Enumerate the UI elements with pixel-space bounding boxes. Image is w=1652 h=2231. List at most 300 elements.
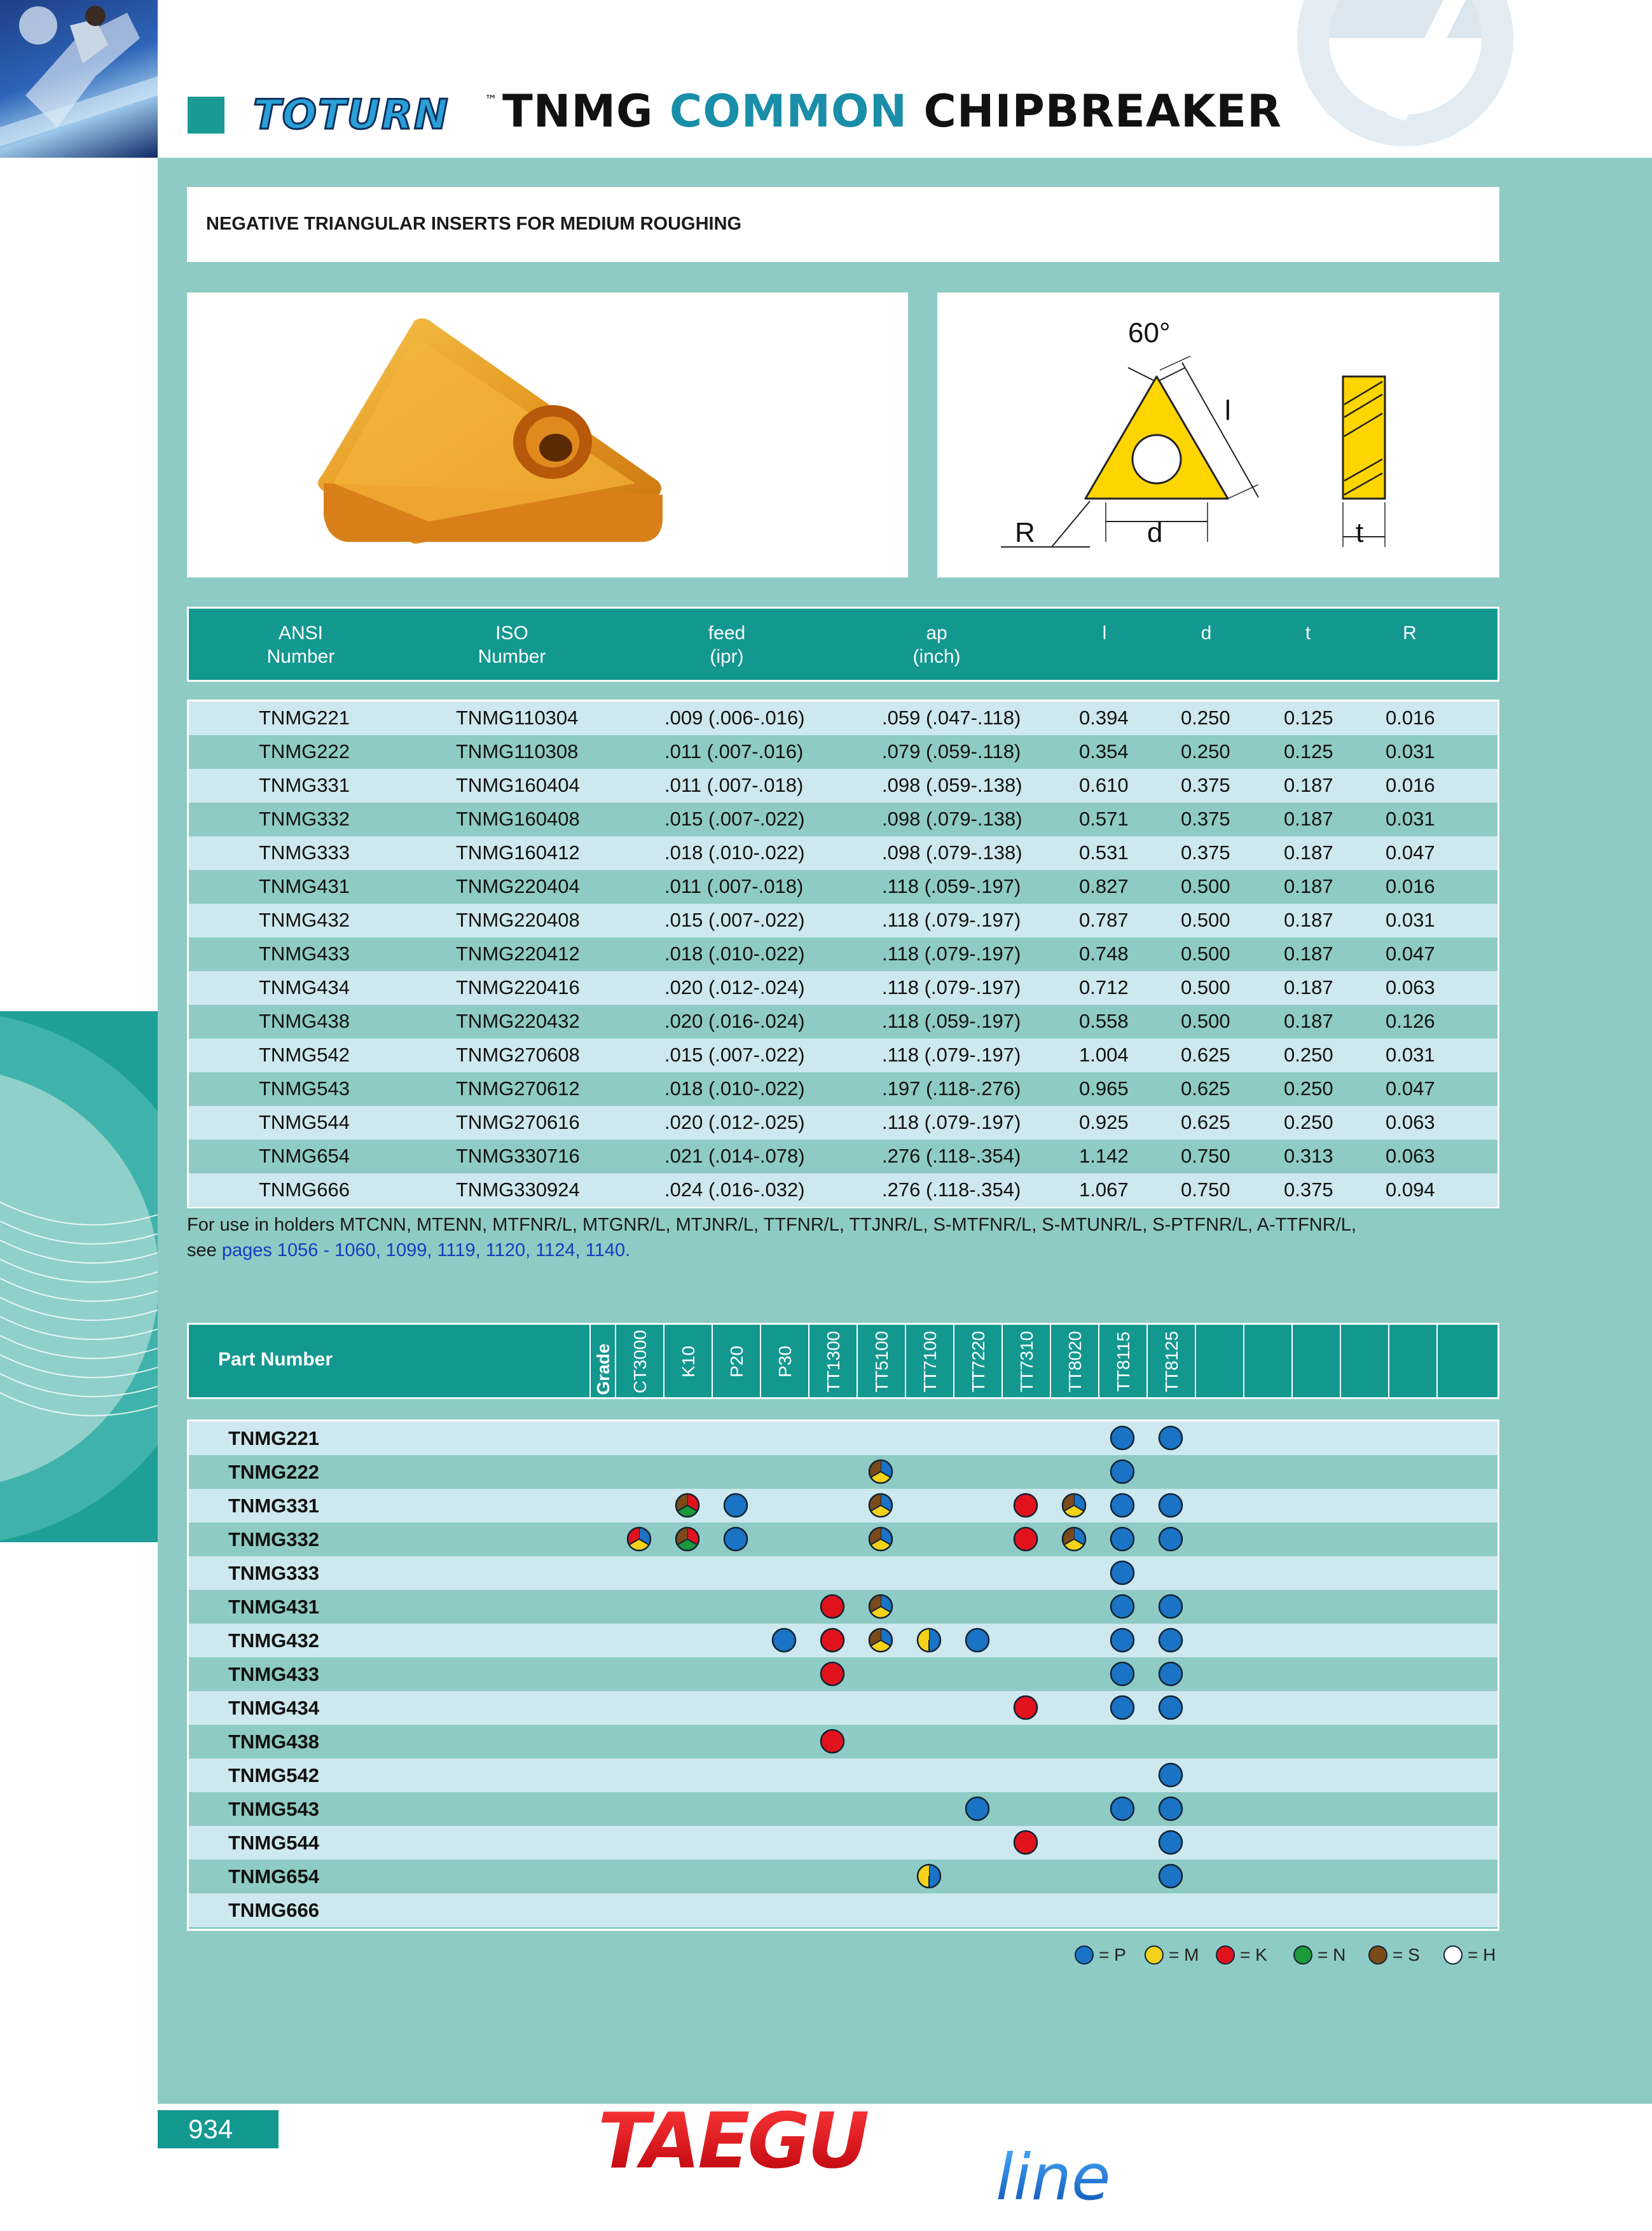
grade-availability-dot <box>1158 1594 1183 1619</box>
spec-table-cell: .059 (.047-.118) <box>882 707 1021 729</box>
spec-table-cell: TNMG332 <box>259 808 350 830</box>
grade-table-row <box>189 1691 1497 1725</box>
spec-table-cell: .020 (.012-.025) <box>664 1111 805 1133</box>
grade-availability-dot <box>1158 1762 1183 1788</box>
spec-table-cell: TNMG270608 <box>456 1044 580 1066</box>
grade-availability-dot <box>1013 1493 1038 1518</box>
page-title: TNMG COMMON CHIPBREAKER <box>502 85 1283 137</box>
grade-row-part-number: TNMG542 <box>228 1764 319 1786</box>
grade-row-part-number: TNMG431 <box>228 1596 319 1618</box>
grade-availability-dot <box>868 1526 893 1552</box>
subtitle: NEGATIVE TRIANGULAR INSERTS FOR MEDIUM ROUGHING <box>206 214 742 234</box>
grade-column-header <box>1388 1325 1438 1397</box>
spec-table-cell: .015 (.007-.022) <box>664 1044 805 1066</box>
grade-table-row <box>189 1758 1497 1792</box>
legend-item <box>1368 1945 1420 1965</box>
grade-availability-dot <box>1013 1526 1038 1552</box>
grade-availability-dot <box>820 1661 845 1687</box>
spec-table-cell: 0.063 <box>1386 1145 1435 1167</box>
spec-table-cell: 0.250 <box>1181 740 1230 763</box>
spec-table-cell: 0.827 <box>1079 875 1129 897</box>
spec-table-cell: .098 (.079-.138) <box>882 808 1022 830</box>
legend-label: = S <box>1393 1945 1420 1965</box>
spec-table-cell: TNMG333 <box>259 841 350 864</box>
dot-segment <box>918 1629 929 1652</box>
grade-column-header <box>953 1325 1003 1397</box>
spec-table-row <box>189 904 1497 937</box>
grade-availability-dot <box>1158 1627 1183 1653</box>
spec-table-cell: 1.067 <box>1079 1178 1129 1201</box>
spec-table-cell: 0.500 <box>1181 943 1230 965</box>
spec-header-line1: ISO <box>495 623 528 644</box>
svg-text:line: line <box>996 2140 1111 2207</box>
spec-table-cell: 0.531 <box>1079 841 1129 864</box>
grade-availability-dot <box>675 1493 700 1518</box>
dot-segment <box>929 1629 940 1652</box>
grade-row-part-number: TNMG432 <box>228 1629 319 1652</box>
spec-table-row <box>189 1072 1497 1106</box>
legend-dot <box>1075 1945 1094 1965</box>
spec-table-cell: 0.375 <box>1181 774 1230 796</box>
spec-table-cell: .011 (.007-.018) <box>664 875 804 897</box>
spec-table-cell: .011 (.007-.018) <box>664 774 804 796</box>
grade-table-row <box>189 1725 1497 1758</box>
grade-column-header <box>905 1325 954 1397</box>
grade-table-row <box>189 1489 1497 1523</box>
spec-table-cell: TNMG160412 <box>456 841 580 864</box>
spec-table-cell: 0.187 <box>1284 943 1333 965</box>
spec-table-cell: TNMG110308 <box>456 740 579 763</box>
spec-table-cell: .018 (.010-.022) <box>664 943 805 965</box>
grade-row-part-number: TNMG333 <box>228 1562 319 1584</box>
grade-availability-dot <box>1110 1526 1135 1552</box>
spec-table-cell: TNMG433 <box>259 943 350 965</box>
spec-table-cell: 0.500 <box>1181 976 1230 998</box>
grade-availability-dot <box>626 1526 652 1552</box>
grade-availability-dot <box>820 1594 845 1619</box>
legend-label: = N <box>1318 1945 1346 1965</box>
spec-table-cell: 0.187 <box>1284 1010 1333 1032</box>
grade-column-header <box>857 1325 906 1397</box>
grade-availability-dot <box>1110 1425 1135 1451</box>
grade-name: TT8125 <box>1162 1330 1181 1393</box>
spec-header-line2: Number <box>478 646 546 667</box>
holders-note-line1: For use in holders MTCNN, MTENN, MTFNR/L, MTGNR/L, MTJNR/L, TTFNR/L, TTJNR/L, S-MTFNR/L, S-MTUNR/L, S-PTFNR/L, A-TTFNR/L, <box>187 1215 1356 1235</box>
grade-column-header <box>712 1325 761 1397</box>
spec-table-cell: 0.965 <box>1079 1077 1129 1100</box>
spec-header-line1: t <box>1305 623 1311 644</box>
spec-table-cell: 0.125 <box>1284 740 1333 763</box>
grade-table-row <box>189 1624 1497 1657</box>
legend-dot <box>1368 1945 1387 1965</box>
spec-table-cell: 0.187 <box>1284 875 1333 897</box>
part-number-header: Part Number <box>218 1349 333 1370</box>
spec-table-cell: 0.187 <box>1284 976 1333 998</box>
legend-item <box>1075 1945 1126 1965</box>
spec-table-cell: 0.063 <box>1386 976 1435 998</box>
grade-availability-dot <box>1013 1695 1038 1720</box>
grade-label-column <box>589 1325 616 1397</box>
grade-row-part-number: TNMG434 <box>228 1697 319 1719</box>
spec-table-cell: TNMG544 <box>259 1111 350 1133</box>
spec-table-cell: .018 (.010-.022) <box>664 1077 805 1100</box>
spec-table-row <box>189 1039 1497 1072</box>
legend-item <box>1145 1945 1199 1965</box>
spec-table-cell: 0.925 <box>1079 1111 1129 1133</box>
grade-availability-dot <box>868 1594 893 1619</box>
spec-table-cell: 1.004 <box>1079 1044 1129 1066</box>
spec-table-row <box>189 1173 1497 1207</box>
page-number: 934 <box>188 2114 233 2144</box>
grade-row-part-number: TNMG543 <box>228 1798 319 1820</box>
grade-availability-dot <box>1110 1594 1135 1619</box>
svg-text:t: t <box>1356 517 1364 548</box>
holders-note <box>187 1212 1356 1263</box>
grade-availability-dot <box>1110 1493 1135 1518</box>
spec-table-cell: 0.558 <box>1079 1010 1129 1032</box>
svg-text:™: ™ <box>485 92 497 107</box>
spec-table-cell: TNMG160408 <box>456 808 580 830</box>
spec-table-cell: 0.500 <box>1181 909 1230 931</box>
spec-table-cell: .276 (.118-.354) <box>882 1145 1021 1167</box>
grade-row-part-number: TNMG666 <box>228 1899 319 1921</box>
svg-text:l: l <box>1225 395 1231 426</box>
spec-table-cell: TNMG220404 <box>456 875 580 897</box>
grade-row-part-number: TNMG438 <box>228 1730 319 1753</box>
spec-table-cell: .079 (.059-.118) <box>882 740 1021 763</box>
grade-availability-dot <box>1158 1796 1183 1821</box>
decorative-wave-pattern <box>0 1011 158 1542</box>
spec-table-cell: .118 (.079-.197) <box>882 943 1021 965</box>
spec-table-cell: 0.187 <box>1284 909 1333 931</box>
insert-drawing-box <box>937 293 1499 577</box>
grade-column-header <box>1291 1325 1341 1397</box>
spec-table-cell: .118 (.059-.197) <box>882 1010 1021 1032</box>
legend-item <box>1293 1945 1346 1965</box>
grade-availability-dot <box>1158 1830 1183 1855</box>
grade-row-part-number: TNMG332 <box>228 1528 319 1551</box>
grade-column-header <box>1050 1325 1099 1397</box>
spec-header-line1: R <box>1403 623 1417 644</box>
legend-label: = P <box>1099 1945 1126 1965</box>
svg-text:60°: 60° <box>1128 317 1171 349</box>
spec-table-cell: TNMG330924 <box>456 1178 580 1201</box>
spec-table-cell: 0.125 <box>1284 707 1333 729</box>
grade-column-header <box>1146 1325 1196 1397</box>
grade-table-row <box>189 1893 1497 1927</box>
spec-table-cell: TNMG270616 <box>456 1111 580 1133</box>
grade-name: P20 <box>727 1346 747 1378</box>
legend-label: = K <box>1240 1945 1267 1965</box>
grade-column-header <box>1195 1325 1244 1397</box>
spec-table-cell: 0.047 <box>1386 943 1435 965</box>
spec-table-cell: 0.187 <box>1284 808 1333 830</box>
spec-table-row <box>189 1005 1497 1039</box>
spec-table-cell: 1.142 <box>1079 1145 1129 1167</box>
spec-table-row <box>189 1140 1497 1173</box>
spec-header-line2: (inch) <box>912 646 961 667</box>
spec-header-line1: ANSI <box>278 623 324 644</box>
spec-table-cell: TNMG543 <box>259 1077 350 1100</box>
grade-availability-dot <box>1158 1661 1183 1687</box>
snowboarder-photo <box>0 0 158 158</box>
grade-availability-dot <box>868 1459 893 1484</box>
insert-dimension-drawing <box>937 293 1499 577</box>
grade-name: TT7310 <box>1017 1330 1036 1393</box>
legend-dot <box>1145 1945 1164 1965</box>
spec-table-cell: TNMG220432 <box>456 1010 580 1032</box>
spec-table-cell: 0.094 <box>1386 1178 1435 1201</box>
grade-table-row <box>189 1657 1497 1691</box>
spec-table-cell: 0.610 <box>1079 774 1129 796</box>
grade-availability-dot <box>916 1863 942 1889</box>
grade-availability-dot <box>1158 1695 1183 1720</box>
spec-table-cell: 0.016 <box>1386 774 1435 796</box>
spec-table-cell: 0.712 <box>1079 976 1129 998</box>
spec-table-cell: 0.375 <box>1181 808 1230 830</box>
grade-label: Grade <box>593 1343 613 1395</box>
spec-table-cell: 0.250 <box>1284 1044 1333 1066</box>
spec-table-cell: TNMG431 <box>259 875 350 897</box>
grade-availability-dot <box>723 1526 748 1552</box>
spec-table-row <box>189 836 1497 870</box>
dot-segment <box>929 1865 940 1888</box>
spec-table-row <box>189 937 1497 971</box>
grade-availability-dot <box>916 1627 942 1653</box>
spec-table-cell: .015 (.007-.022) <box>664 808 805 830</box>
spec-table-cell: 0.031 <box>1386 909 1435 931</box>
spec-table-cell: 0.625 <box>1181 1044 1230 1066</box>
spec-table-cell: 0.375 <box>1284 1178 1333 1201</box>
grade-column-header <box>1002 1325 1051 1397</box>
grade-column-header <box>808 1325 858 1397</box>
svg-text:d: d <box>1147 517 1163 548</box>
grade-name: TT7100 <box>920 1330 940 1393</box>
svg-text:R: R <box>1015 517 1035 548</box>
svg-text:TOTURN: TOTURN <box>253 92 450 139</box>
legend-item <box>1443 1945 1496 1965</box>
grade-availability-dot <box>1110 1459 1135 1484</box>
grade-column-header <box>663 1325 713 1397</box>
grade-row-part-number: TNMG544 <box>228 1832 319 1854</box>
grade-table-row <box>189 1792 1497 1826</box>
spec-table-cell: 0.063 <box>1386 1111 1435 1133</box>
spec-table-cell: TNMG110304 <box>456 707 579 729</box>
grade-column-header <box>1098 1325 1148 1397</box>
grade-name: TT5100 <box>872 1330 891 1393</box>
spec-table-cell: .118 (.079-.197) <box>882 1044 1021 1066</box>
grade-row-part-number: TNMG221 <box>228 1427 319 1449</box>
spec-table-body <box>187 700 1499 1208</box>
spec-table-cell: .118 (.059-.197) <box>882 875 1021 897</box>
decorative-circle <box>1291 0 1520 159</box>
grade-name: TT8115 <box>1113 1331 1133 1392</box>
grade-availability-dot <box>1110 1695 1135 1720</box>
spec-table-cell: 0.625 <box>1181 1077 1230 1100</box>
grade-availability-dot <box>868 1627 893 1653</box>
spec-table-cell: TNMG331 <box>259 774 350 796</box>
spec-table-cell: 0.750 <box>1181 1178 1230 1201</box>
grade-column-header <box>1243 1325 1293 1397</box>
grade-name: K10 <box>678 1346 698 1378</box>
grade-availability-dot <box>1158 1526 1183 1552</box>
spec-table-cell: TNMG222 <box>259 740 350 763</box>
insert-photo <box>187 293 908 577</box>
spec-header-line2: Number <box>266 646 335 667</box>
spec-header-line1: feed <box>708 623 746 644</box>
spec-table-cell: 0.313 <box>1284 1145 1333 1167</box>
svg-text:TAEGU: TAEGU <box>598 2099 867 2186</box>
spec-table-row <box>189 701 1497 735</box>
spec-table-cell: 0.047 <box>1386 841 1435 864</box>
spec-table-cell: .020 (.016-.024) <box>664 1010 805 1032</box>
grade-availability-dot <box>1110 1560 1135 1585</box>
grade-name: TT1300 <box>823 1330 843 1393</box>
insert-photo-box <box>187 293 908 577</box>
spec-header-cell <box>224 621 377 668</box>
spec-table-cell: TNMG434 <box>259 976 350 998</box>
spec-table-cell: TNMG438 <box>259 1010 350 1032</box>
spec-table-cell: 0.787 <box>1079 909 1129 931</box>
spec-table-cell: 0.375 <box>1181 841 1230 864</box>
grade-table-header <box>187 1323 1499 1399</box>
legend-dot <box>1443 1945 1463 1965</box>
spec-table-cell: 0.250 <box>1284 1077 1333 1100</box>
spec-table-cell: .009 (.006-.016) <box>664 707 805 729</box>
subtitle-box <box>187 187 1499 262</box>
grade-availability-dot <box>965 1796 990 1821</box>
spec-table-cell: TNMG330716 <box>456 1145 580 1167</box>
legend-dot <box>1216 1945 1235 1965</box>
grade-availability-dot <box>820 1729 845 1754</box>
grade-availability-dot <box>1061 1526 1087 1552</box>
grade-column-header <box>760 1325 809 1397</box>
spec-table-cell: 0.016 <box>1386 875 1435 897</box>
spec-table-header <box>187 607 1499 682</box>
legend-dot <box>1293 1945 1312 1965</box>
spec-table-cell: TNMG432 <box>259 909 350 931</box>
spec-table-cell: TNMG220416 <box>456 976 580 998</box>
grade-availability-dot <box>1158 1493 1183 1518</box>
grade-availability-dot <box>1110 1661 1135 1687</box>
legend-label: = H <box>1468 1945 1496 1965</box>
dot-segment <box>918 1865 929 1888</box>
spec-header-line2: (ipr) <box>710 646 744 667</box>
grade-row-part-number: TNMG433 <box>228 1663 319 1685</box>
grade-availability-dot <box>1110 1796 1135 1821</box>
holders-note-line2: see pages 1056 - 1060, 1099, 1119, 1120, 1124, 1140. <box>187 1240 631 1261</box>
grade-name: TT8020 <box>1065 1330 1085 1393</box>
spec-table-cell: 0.500 <box>1181 1010 1230 1032</box>
grade-availability-dot <box>1158 1863 1183 1889</box>
grade-availability-dot <box>1158 1425 1183 1451</box>
spec-table-cell: 0.047 <box>1386 1077 1435 1100</box>
grade-name: TT7220 <box>968 1330 988 1393</box>
spec-table-cell: 0.250 <box>1284 1111 1333 1133</box>
title-marker-square <box>188 97 224 134</box>
grade-table-row <box>189 1455 1497 1489</box>
spec-table-cell: TNMG221 <box>259 707 350 729</box>
grade-table-row <box>189 1590 1497 1624</box>
grade-availability-dot <box>1110 1627 1135 1653</box>
spec-table-cell: 0.031 <box>1386 740 1435 763</box>
spec-header-line1: d <box>1201 623 1212 644</box>
spec-table-cell: .276 (.118-.354) <box>882 1178 1021 1201</box>
spec-table-cell: TNMG270612 <box>456 1077 580 1100</box>
spec-table-row <box>189 1106 1497 1140</box>
spec-table-cell: .018 (.010-.022) <box>664 841 805 864</box>
spec-table-row <box>189 769 1497 803</box>
spec-table-cell: 0.750 <box>1181 1145 1230 1167</box>
spec-header-cell <box>436 621 588 668</box>
spec-table-cell: TNMG666 <box>259 1178 350 1201</box>
spec-table-cell: 0.500 <box>1181 875 1230 897</box>
spec-header-cell <box>1333 621 1486 645</box>
grade-availability-dot <box>820 1627 845 1653</box>
spec-table-cell: .098 (.079-.138) <box>882 841 1022 864</box>
spec-header-line1: l <box>1102 623 1107 644</box>
spec-header-cell <box>650 621 803 668</box>
grade-availability-dot <box>723 1493 748 1518</box>
spec-table-cell: TNMG654 <box>259 1145 350 1167</box>
spec-table-cell: .011 (.007-.016) <box>664 740 804 763</box>
spec-table-cell: 0.354 <box>1079 740 1129 763</box>
spec-table-cell: 0.031 <box>1386 1044 1435 1066</box>
grade-name: P30 <box>775 1346 795 1378</box>
grade-availability-dot <box>675 1526 700 1552</box>
pages-link[interactable]: pages 1056 - 1060, 1099, 1119, 1120, 1124, 1140. <box>221 1240 631 1261</box>
spec-table-cell: 0.187 <box>1284 841 1333 864</box>
spec-table-cell: .020 (.012-.024) <box>664 976 805 998</box>
grade-availability-dot <box>1013 1830 1038 1855</box>
spec-header-line1: ap <box>926 623 947 644</box>
grade-table-body <box>187 1419 1499 1931</box>
spec-table-cell: .021 (.014-.078) <box>664 1145 805 1167</box>
spec-table-cell: .098 (.059-.138) <box>882 774 1022 796</box>
spec-table-row <box>189 870 1497 904</box>
grade-table-row <box>189 1421 1497 1455</box>
spec-table-cell: 0.031 <box>1386 808 1435 830</box>
grade-availability-dot <box>965 1627 990 1653</box>
spec-table-row <box>189 735 1497 769</box>
spec-table-row <box>189 803 1497 836</box>
grade-row-part-number: TNMG331 <box>228 1495 319 1517</box>
spec-table-cell: .118 (.079-.197) <box>882 976 1021 998</box>
grade-column-header <box>1340 1325 1389 1397</box>
spec-table-cell: 0.126 <box>1386 1010 1435 1032</box>
spec-table-cell: 0.187 <box>1284 774 1333 796</box>
spec-table-row <box>189 971 1497 1005</box>
spec-header-cell <box>860 621 1013 668</box>
spec-table-cell: 0.250 <box>1181 707 1230 729</box>
spec-table-cell: 0.748 <box>1079 943 1129 965</box>
spec-table-cell: 0.625 <box>1181 1111 1230 1133</box>
toturn-logo <box>249 89 499 140</box>
spec-table-cell: .118 (.079-.197) <box>882 1111 1021 1133</box>
taegutec-logo <box>598 2099 1170 2207</box>
spec-table-cell: .024 (.016-.032) <box>664 1178 805 1201</box>
spec-table-cell: 0.016 <box>1386 707 1435 729</box>
legend-item <box>1216 1945 1267 1965</box>
grade-table-row <box>189 1523 1497 1556</box>
spec-table-cell: TNMG220408 <box>456 909 580 931</box>
spec-table-cell: .118 (.079-.197) <box>882 909 1021 931</box>
spec-table-cell: 0.571 <box>1079 808 1129 830</box>
spec-table-cell: TNMG542 <box>259 1044 350 1066</box>
grade-table-row <box>189 1860 1497 1893</box>
spec-table-cell: TNMG220412 <box>456 943 580 965</box>
grade-row-part-number: TNMG654 <box>228 1865 319 1888</box>
